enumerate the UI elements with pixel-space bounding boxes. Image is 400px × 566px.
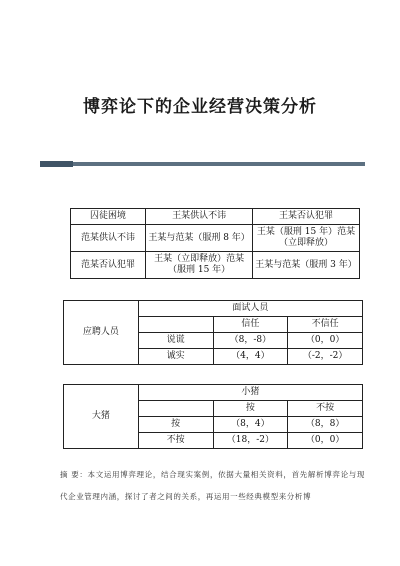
table-cell: 王某（服刑 15 年）范某（立即释放） [253,225,360,252]
table-cell: 王某（立即释放）范某（服刑 15 年） [146,252,253,279]
payoff-cell: （0，0） [288,333,363,349]
row-label: 范某供认不讳 [71,225,146,252]
table-row [71,225,360,252]
strategy-label: 按 [138,417,213,433]
interview-game-table [63,300,363,365]
title-divider-accent [40,161,73,167]
row-label: 范某否认犯罪 [71,252,146,279]
payoff-cell: （4，4） [213,349,288,365]
table-cell: 王某与范某（服刑 8 年） [146,225,253,252]
abstract-text: 摘 要：本文运用博弈理论，结合现实案例，依据大量相关资料，首先解析博弈论与现代企业管理内涵，探讨了者之间的关系，再运用一些经典模型来分析博 [60,470,365,501]
table-header-cell: 王某供认不讳 [146,209,253,225]
empty-corner-cell [138,401,213,417]
column-header: 不信任 [288,317,363,333]
prisoners-dilemma-table [70,208,360,279]
column-player-label: 面试人员 [138,301,362,317]
pig-game-table [63,384,363,449]
strategy-label: 说谎 [138,333,213,349]
payoff-cell: （8，-8） [213,333,288,349]
strategy-label: 诚实 [138,349,213,365]
table-cell: 王某与范某（服刑 3 年） [253,252,360,279]
strategy-label: 不按 [138,433,213,449]
column-header: 信任 [213,317,288,333]
document-title: 博弈论下的企业经营决策分析 [83,97,317,117]
payoff-cell: （8，8） [288,417,363,433]
payoff-cell: （0，0） [288,433,363,449]
payoff-cell: （8，4） [213,417,288,433]
column-header: 按 [213,401,288,417]
column-header: 不按 [288,401,363,417]
table-header-cell: 王某否认犯罪 [253,209,360,225]
payoff-cell: （18，-2） [213,433,288,449]
title-divider-bar [40,162,365,166]
row-player-label: 应聘人员 [64,301,139,365]
empty-corner-cell [138,317,213,333]
row-player-label: 大猪 [64,385,139,449]
table-row [71,252,360,279]
table-header-cell: 囚徒困境 [71,209,146,225]
column-player-label: 小猪 [138,385,362,401]
payoff-cell: （-2，-2） [288,349,363,365]
